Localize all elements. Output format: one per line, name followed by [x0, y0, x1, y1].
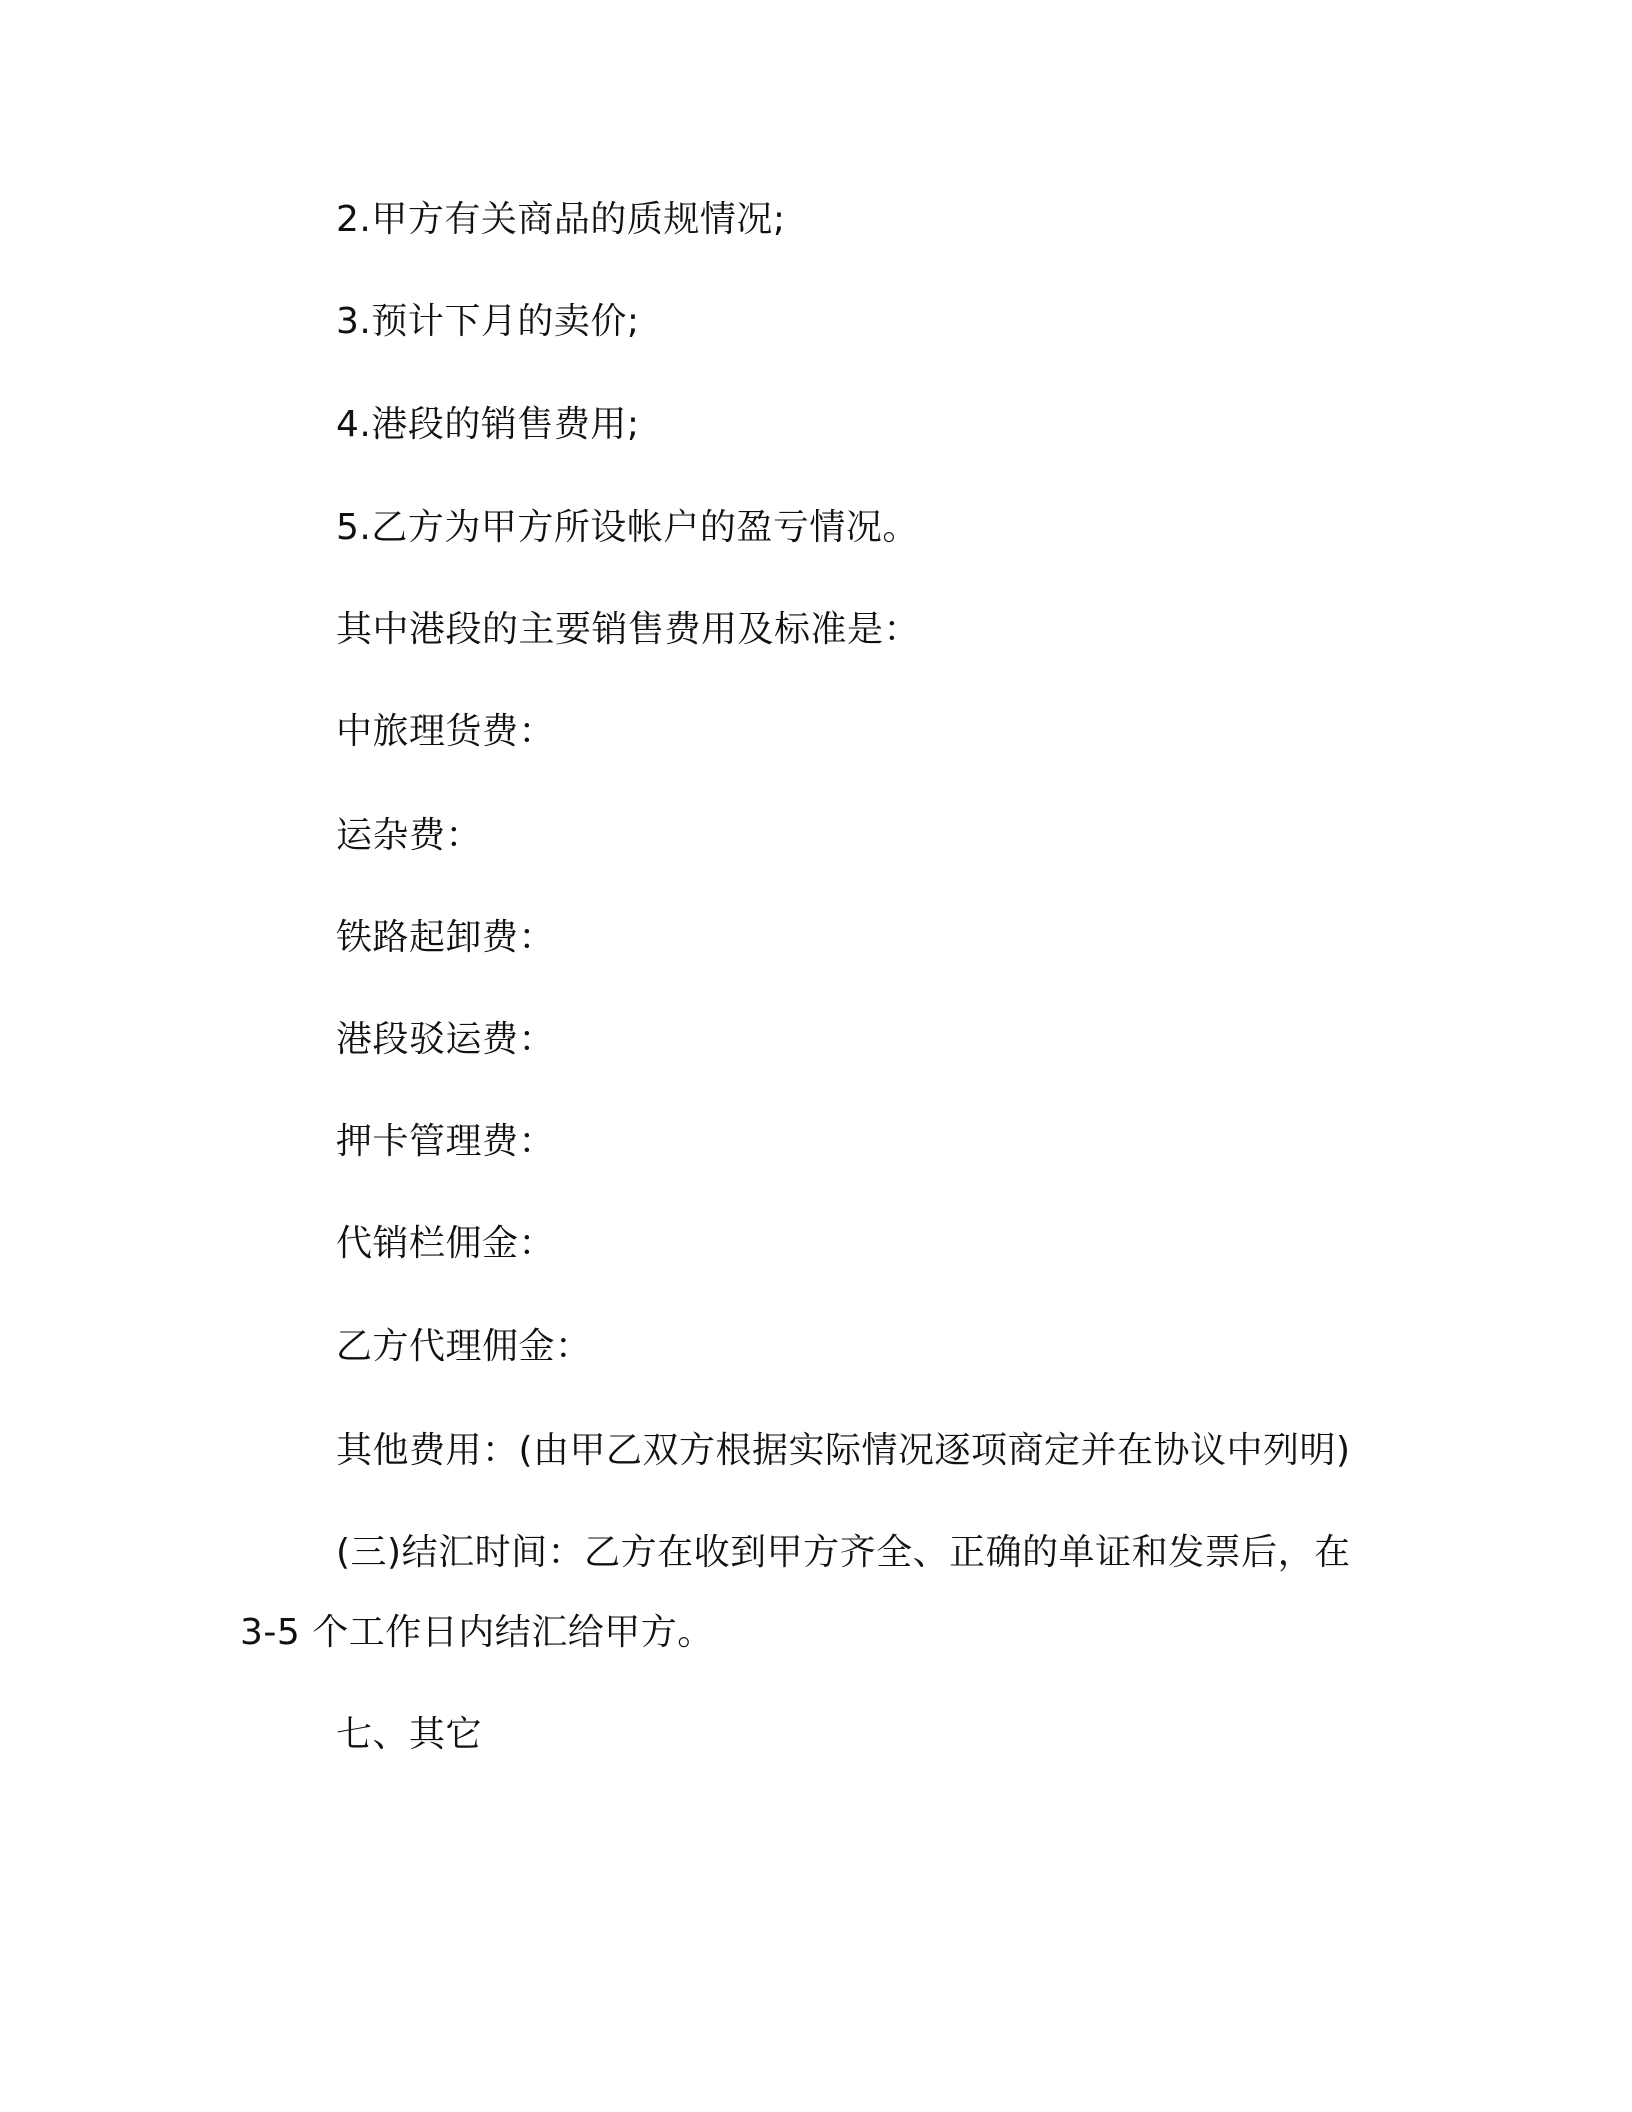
text-line-account-profit-loss: 5.乙方为甲方所设帐户的盈亏情况。	[336, 507, 919, 548]
text-line-consignment-commission: 代销栏佣金：	[336, 1223, 556, 1264]
text-line-escort-management-fee: 押卡管理费：	[336, 1121, 556, 1162]
text-line-settlement-time-continued: 3-5 个工作日内结汇给甲方。	[240, 1612, 714, 1653]
text-line-misc-transport-fee: 运杂费：	[336, 815, 483, 856]
text-line-main-costs-heading: 其中港段的主要销售费用及标准是：	[336, 609, 921, 650]
text-line-rail-loading-fee: 铁路起卸费：	[336, 917, 556, 958]
text-line-quality-status: 2.甲方有关商品的质规情况;	[336, 199, 786, 240]
text-line-port-sales-cost: 4.港段的销售费用;	[336, 404, 640, 445]
text-line-other-fees: 其他费用：(由甲乙双方根据实际情况逐项商定并在协议中列明)	[336, 1430, 1351, 1471]
text-line-settlement-time: (三)结汇时间：乙方在收到甲方齐全、正确的单证和发票后，在	[336, 1532, 1351, 1573]
text-line-cargo-handling-fee: 中旅理货费：	[336, 711, 556, 752]
section-heading-other: 七、其它	[336, 1714, 483, 1755]
text-line-port-lighterage-fee: 港段驳运费：	[336, 1019, 556, 1060]
text-line-expected-price: 3.预计下月的卖价;	[336, 301, 640, 342]
text-line-agency-commission: 乙方代理佣金：	[336, 1326, 592, 1367]
